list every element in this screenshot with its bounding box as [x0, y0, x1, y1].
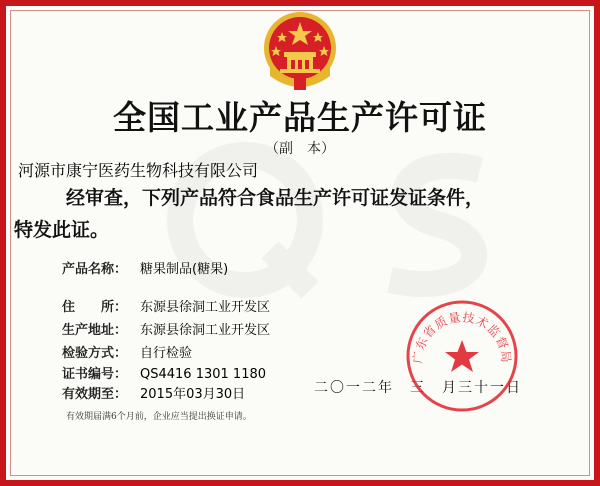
field-label: 有效期至：: [62, 387, 128, 402]
field-value: 东源县徐洞工业开发区: [140, 323, 271, 338]
field-value: 糖果制品(糖果): [140, 262, 229, 277]
field-value: 自行检验: [140, 346, 193, 361]
seal-text: 广东省质量技术监督局: [410, 310, 514, 365]
field-label: 检验方式：: [62, 346, 128, 361]
certificate-subtitle: （副 本）: [265, 141, 335, 157]
company-name: 河源市康宁医药生物科技有限公司: [18, 161, 259, 180]
field-label: 产品名称：: [62, 262, 128, 277]
declaration-line-2: 特发此证。: [14, 219, 110, 241]
declaration-line-1: 经审查，下列产品符合食品生产许可证发证条件，: [66, 187, 485, 209]
field-label: 生产地址：: [62, 323, 128, 338]
field-value: 东源县徐洞工业开发区: [140, 300, 271, 315]
national-emblem-icon: [250, 8, 350, 92]
declaration: [14, 182, 566, 246]
certificate-title: 全国工业产品生产许可证: [113, 98, 487, 137]
footnote: 有效期届满6个月前，企业应当提出换证申请。: [66, 412, 252, 422]
field-product-name: [62, 258, 228, 278]
issue-date: 二〇一二年 三 月三十一日: [314, 380, 522, 396]
field-value: 2015年03月30日: [140, 387, 246, 402]
field-value: QS4416 1301 1180: [140, 367, 267, 382]
field-address: [62, 296, 270, 316]
official-seal-icon: [402, 296, 522, 416]
field-label: 住 所：: [62, 300, 128, 315]
field-valid-until: [62, 383, 245, 403]
field-label: 证书编号：: [62, 367, 128, 382]
field-production-address: [62, 319, 270, 339]
field-certificate-number: [62, 363, 266, 383]
field-inspection-method: [62, 342, 192, 362]
